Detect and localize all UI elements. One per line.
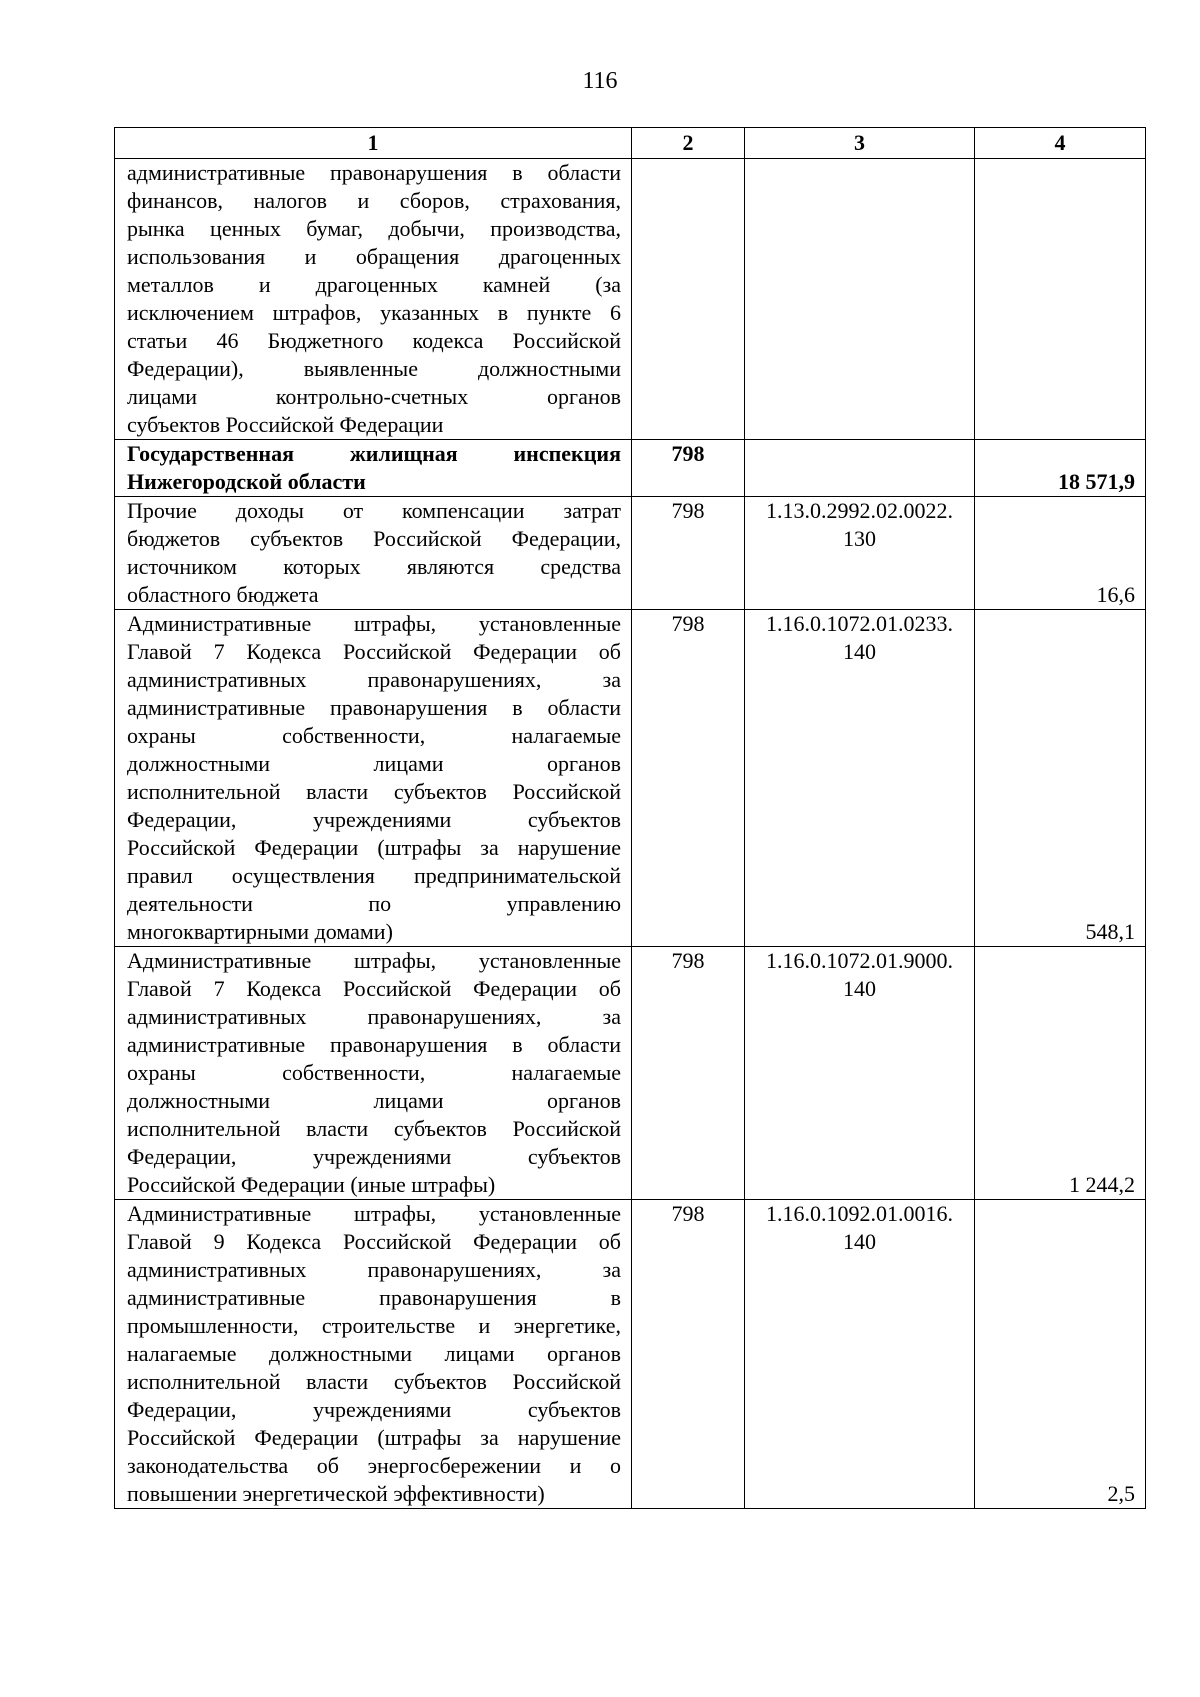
row-amount: 16,6 [975, 497, 1146, 610]
description-line: лицами контрольно-счетных органов [127, 384, 621, 409]
description-line: статьи 46 Бюджетного кодекса Российской [127, 328, 621, 353]
description-line: Главой 7 Кодекса Российской Федерации об [127, 639, 621, 664]
header-col-1: 1 [115, 128, 632, 159]
description-line: исполнительной власти субъектов Российской [127, 779, 621, 804]
description-line: административные правонарушения в области [127, 695, 621, 720]
budget-code-part-2: 130 [843, 526, 876, 551]
row-amount: 548,1 [975, 610, 1146, 947]
row-budget-code [745, 159, 975, 440]
description-line: Российской Федерации (штрафы за нарушение [127, 1425, 621, 1450]
description-line: областного бюджета [127, 582, 319, 607]
description-line: административные правонарушения в области [127, 160, 621, 185]
row-admin-code: 798 [632, 610, 745, 947]
description-line: промышленности, строительстве и энергетике, [127, 1313, 621, 1338]
description-line: налагаемые должностными лицами органов [127, 1341, 621, 1366]
table-row [115, 947, 1146, 1200]
header-col-4: 4 [975, 128, 1146, 159]
budget-code-part-1: 1.16.0.1072.01.9000. [766, 948, 953, 973]
row-admin-code [632, 159, 745, 440]
description-line: охраны собственности, налагаемые [127, 1060, 621, 1085]
description-line: правил осуществления предпринимательской [127, 863, 621, 888]
budget-code-part-1: 1.16.0.1072.01.0233. [766, 611, 953, 636]
description-line: административных правонарушениях, за [127, 1004, 621, 1029]
description-line: деятельности по управлению [127, 891, 621, 916]
budget-code-part-2: 140 [843, 1229, 876, 1254]
description-line: Российской Федерации (иные штрафы) [127, 1172, 496, 1197]
row-admin-code: 798 [632, 947, 745, 1200]
description-line: Административные штрафы, установленные [127, 1201, 621, 1226]
description-line: финансов, налогов и сборов, страхования, [127, 188, 621, 213]
row-amount: 1 244,2 [975, 947, 1146, 1200]
row-budget-code [745, 610, 975, 947]
description-line: законодательства об энергосбережении и о [127, 1453, 621, 1478]
description-line: рынка ценных бумаг, добычи, производства, [127, 216, 621, 241]
table-row [115, 1200, 1146, 1509]
row-description [115, 440, 632, 497]
row-description [115, 159, 632, 440]
row-admin-code: 798 [632, 440, 745, 497]
description-line: Прочие доходы от компенсации затрат [127, 498, 621, 523]
description-line: Федерации, учреждениями субъектов [127, 1144, 621, 1169]
description-line: источником которых являются средства [127, 554, 621, 579]
description-line: Федерации, учреждениями субъектов [127, 1397, 621, 1422]
table-body [115, 159, 1146, 1509]
row-budget-code [745, 947, 975, 1200]
table-header-row [115, 128, 1146, 159]
header-col-3: 3 [745, 128, 975, 159]
row-amount [975, 159, 1146, 440]
header-col-2: 2 [632, 128, 745, 159]
description-line: Российской Федерации (штрафы за нарушение [127, 835, 621, 860]
budget-table [114, 127, 1146, 1509]
page-number: 116 [582, 68, 618, 94]
budget-code-part-2: 140 [843, 639, 876, 664]
description-line: административные правонарушения в [127, 1285, 621, 1310]
description-line: исключением штрафов, указанных в пункте 6 [127, 300, 621, 325]
table-row [115, 610, 1146, 947]
description-line: металлов и драгоценных камней (за [127, 272, 621, 297]
row-admin-code: 798 [632, 497, 745, 610]
description-line: должностными лицами органов [127, 751, 621, 776]
row-description [115, 1200, 632, 1509]
row-budget-code [745, 1200, 975, 1509]
description-line: административных правонарушениях, за [127, 667, 621, 692]
description-line: Административные штрафы, установленные [127, 948, 621, 973]
description-line: административных правонарушениях, за [127, 1257, 621, 1282]
row-budget-code [745, 497, 975, 610]
description-line: использования и обращения драгоценных [127, 244, 621, 269]
budget-code-part-1: 1.13.0.2992.02.0022. [766, 498, 953, 523]
row-amount: 2,5 [975, 1200, 1146, 1509]
description-line: административные правонарушения в области [127, 1032, 621, 1057]
row-amount: 18 571,9 [975, 440, 1146, 497]
row-admin-code: 798 [632, 1200, 745, 1509]
description-line: Главой 7 Кодекса Российской Федерации об [127, 976, 621, 1001]
description-line: Административные штрафы, установленные [127, 611, 621, 636]
description-line: Федерации, учреждениями субъектов [127, 807, 621, 832]
description-line: Главой 9 Кодекса Российской Федерации об [127, 1229, 621, 1254]
row-description [115, 610, 632, 947]
description-line: охраны собственности, налагаемые [127, 723, 621, 748]
budget-code-part-1: 1.16.0.1092.01.0016. [766, 1201, 953, 1226]
description-line: Федерации), выявленные должностными [127, 356, 621, 381]
table-row [115, 440, 1146, 497]
description-line: повышении энергетической эффективности) [127, 1481, 545, 1506]
table-row [115, 497, 1146, 610]
row-description [115, 497, 632, 610]
description-line: исполнительной власти субъектов Российской [127, 1116, 621, 1141]
description-line: субъектов Российской Федерации [127, 412, 444, 437]
description-line: многоквартирными домами) [127, 919, 393, 944]
description-line: Государственная жилищная инспекция [127, 441, 621, 466]
description-line: должностными лицами органов [127, 1088, 621, 1113]
row-budget-code [745, 440, 975, 497]
budget-code-part-2: 140 [843, 976, 876, 1001]
description-line: бюджетов субъектов Российской Федерации, [127, 526, 621, 551]
table-row [115, 159, 1146, 440]
row-description [115, 947, 632, 1200]
description-line: Нижегородской области [127, 469, 366, 494]
description-line: исполнительной власти субъектов Российской [127, 1369, 621, 1394]
